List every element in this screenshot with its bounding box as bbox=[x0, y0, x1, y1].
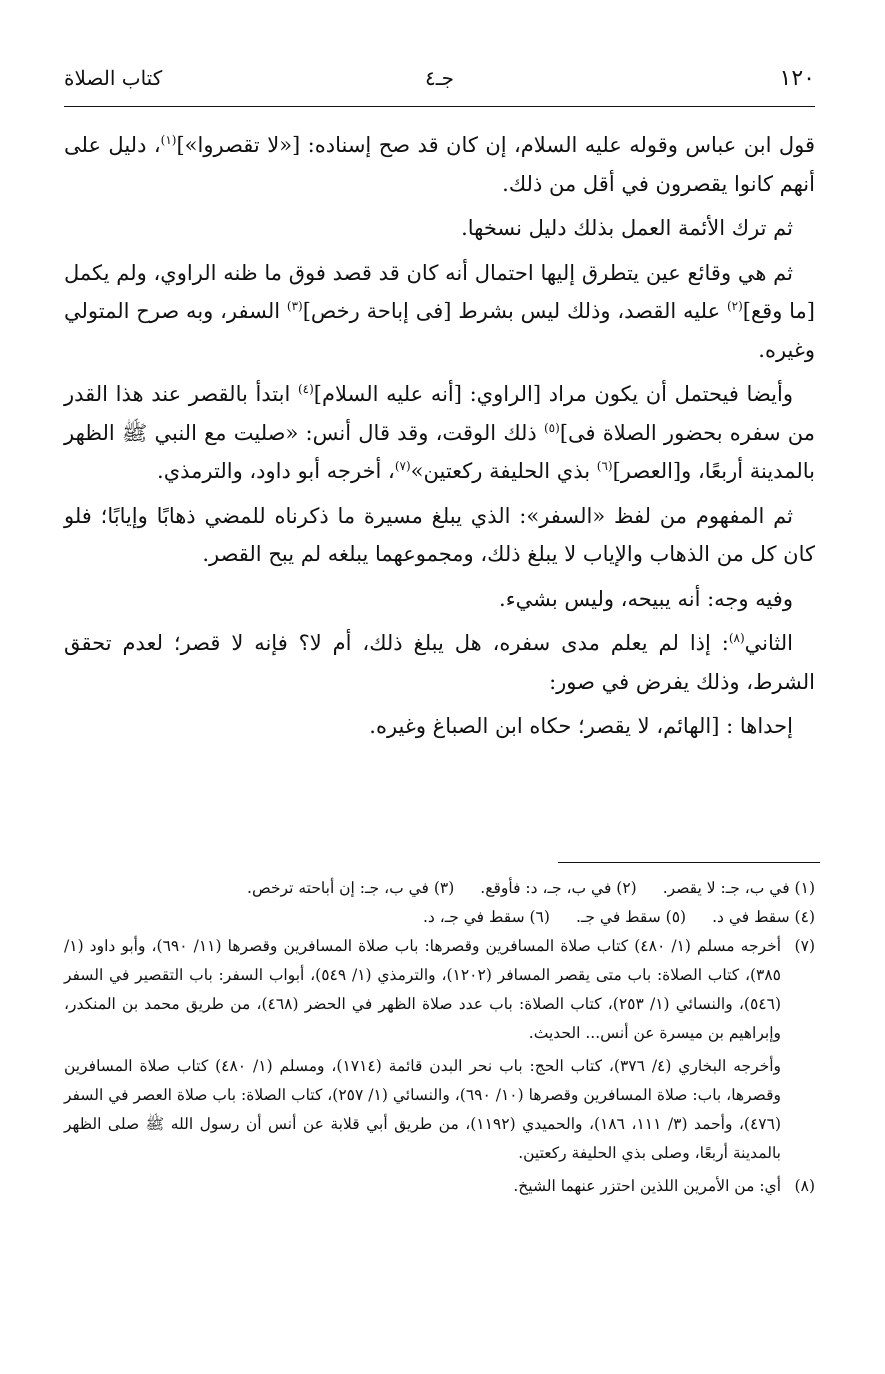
paragraph bbox=[64, 497, 815, 574]
footnote-marker: (٣) bbox=[286, 299, 303, 313]
text-run: : إذا لم يعلم مدى سفره، هل يبلغ ذلك، أم لا؟ فإنه لا قصر؛ لعدم تحقق الشرط، وذلك يفرض في صور: bbox=[64, 631, 815, 694]
text-run: بذي الحليفة ركعتين» bbox=[410, 459, 597, 483]
footnote-marker: (٧) bbox=[394, 459, 411, 473]
footnote-text: وأخرجه البخاري (٤/ ٣٧٦)، كتاب الحج: باب نحر البدن قائمة (١٧١٤)، ومسلم (١/ ٤٨٠) كتاب صلاة المسافرين وقصرها، باب: صلاة المسافرين وقصرها (١٠/ ٦٩٠)، والنسائي (١/ ٢٥٧)، كتاب الصلاة: باب صلاة العصر في السفر (٤٧٦)، وأحمد (٣/ ١١١، ١٨٦)، والحميدي (١١٩٢)، من طريق أبي قلابة عن أنس أن رسول الله ﷺ صلى الظهر بالمدينة أربعًا، وصلى بذي الحليفة ركعتين. bbox=[64, 1057, 782, 1162]
footnote-7 bbox=[64, 932, 815, 1168]
footnotes bbox=[64, 874, 815, 1205]
text-run: ، أخرجه أبو داود، والترمذي. bbox=[157, 459, 395, 483]
footnote-marker: (٢) bbox=[726, 299, 743, 313]
paragraph bbox=[64, 580, 815, 619]
footnote-number: (٧) bbox=[794, 937, 815, 955]
page-number: ١٢٠ bbox=[779, 66, 815, 91]
main-text bbox=[64, 126, 815, 752]
footnote-row bbox=[64, 874, 815, 903]
footnote-3: (٣) في ب، جـ: إن أباحته ترخص. bbox=[247, 879, 455, 897]
footnote-marker: (٥) bbox=[543, 420, 560, 435]
footnote-2: (٢) في ب، جـ، د: فأوقع. bbox=[480, 879, 637, 897]
header-divider bbox=[64, 106, 815, 107]
text-run: إحداها : [الهائم، لا يقصر؛ حكاه ابن الصباغ وغيره. bbox=[369, 714, 793, 738]
footnote-divider bbox=[558, 862, 820, 863]
footnote-4: (٤) سقط في د. bbox=[712, 908, 815, 926]
paragraph bbox=[64, 209, 815, 248]
text-run: وأيضا فيحتمل أن يكون مراد [الراوي: [أنه عليه السلام] bbox=[313, 382, 793, 406]
text-run: ، دليل على أنهم كانوا يقصرون في أقل من ذلك. bbox=[64, 133, 815, 196]
paragraph bbox=[64, 707, 815, 746]
footnote-text: أخرجه مسلم (١/ ٤٨٠) كتاب صلاة المسافرين وقصرها: باب صلاة المسافرين وقصرها (١١/ ٦٩٠)، وأبو داود (١/ ٣٨٥)، كتاب الصلاة: باب متى يقصر المسافر (١٢٠٢)، والترمذي (١/ ٥٤٩)، أبواب السفر: باب التقصير في السفر (٥٤٦)، والنسائي (١/ ٢٥٣)، كتاب الصلاة: باب عدد صلاة الظهر في الحضر (٤٦٨)، من طريق محمد بن المنكدر، وإبراهيم بن ميسرة عن أنس... الحديث. bbox=[64, 937, 781, 1042]
book-title: كتاب الصلاة bbox=[64, 66, 163, 90]
text-run: ثم هي وقائع عين يتطرق إليها احتمال أنه كان قد قصد فوق ما ظنه الراوي، ولم يكمل [ما وقع] bbox=[64, 260, 815, 323]
text-run: عليه القصد، وذلك ليس بشرط [فى إباحة رخص] bbox=[302, 299, 727, 323]
paragraph bbox=[64, 375, 815, 491]
volume-label: جـ٤ bbox=[425, 66, 454, 90]
footnote-1: (١) في ب، جـ: لا يقصر. bbox=[662, 879, 815, 897]
text-run: الثاني bbox=[744, 631, 793, 655]
text-run: ابتدأ بالقصر عند هذا القدر من سفره بحضور الصلاة فى] bbox=[64, 382, 815, 445]
footnote-marker: (٤) bbox=[297, 382, 314, 396]
footnote-marker: (٦) bbox=[596, 459, 613, 473]
footnote-marker: (١) bbox=[160, 133, 177, 147]
footnote-text: أي: من الأمرين اللذين احتزر عنهما الشيخ. bbox=[513, 1177, 781, 1195]
text-run: ثم المفهوم من لفظ «السفر»: الذي يبلغ مسيرة ما ذكرناه للمضي ذهابًا وإيابًا؛ فلو كان كل من الذهاب والإياب لا يبلغ ذلك، ومجموعهما يبلغه لم يبح القصر. bbox=[64, 503, 815, 566]
paragraph bbox=[64, 254, 815, 370]
text-run: ثم ترك الأئمة العمل بذلك دليل نسخها. bbox=[461, 216, 793, 240]
text-run: ذلك الوقت، وقد قال أنس: «صليت مع النبي ﷺ الظهر بالمدينة أربعًا، و[العصر] bbox=[64, 420, 815, 483]
text-run: وفيه وجه: أنه يبيحه، وليس بشيء. bbox=[499, 586, 793, 611]
running-header bbox=[64, 66, 815, 106]
footnote-6: (٦) سقط في جـ، د. bbox=[422, 908, 550, 926]
footnote-number: (٨) bbox=[794, 1177, 815, 1195]
footnote-8 bbox=[64, 1172, 815, 1201]
footnote-5: (٥) سقط في جـ. bbox=[575, 908, 687, 926]
text-run: قول ابن عباس وقوله عليه السلام، إن كان قد صح إسناده: [«لا تقصروا»] bbox=[176, 133, 815, 157]
paragraph bbox=[64, 126, 815, 203]
paragraph bbox=[64, 624, 815, 701]
footnote-marker: (٨) bbox=[728, 631, 745, 645]
text-run: السفر، وبه صرح المتولي وغيره. bbox=[64, 299, 815, 362]
footnote-row bbox=[64, 903, 815, 932]
